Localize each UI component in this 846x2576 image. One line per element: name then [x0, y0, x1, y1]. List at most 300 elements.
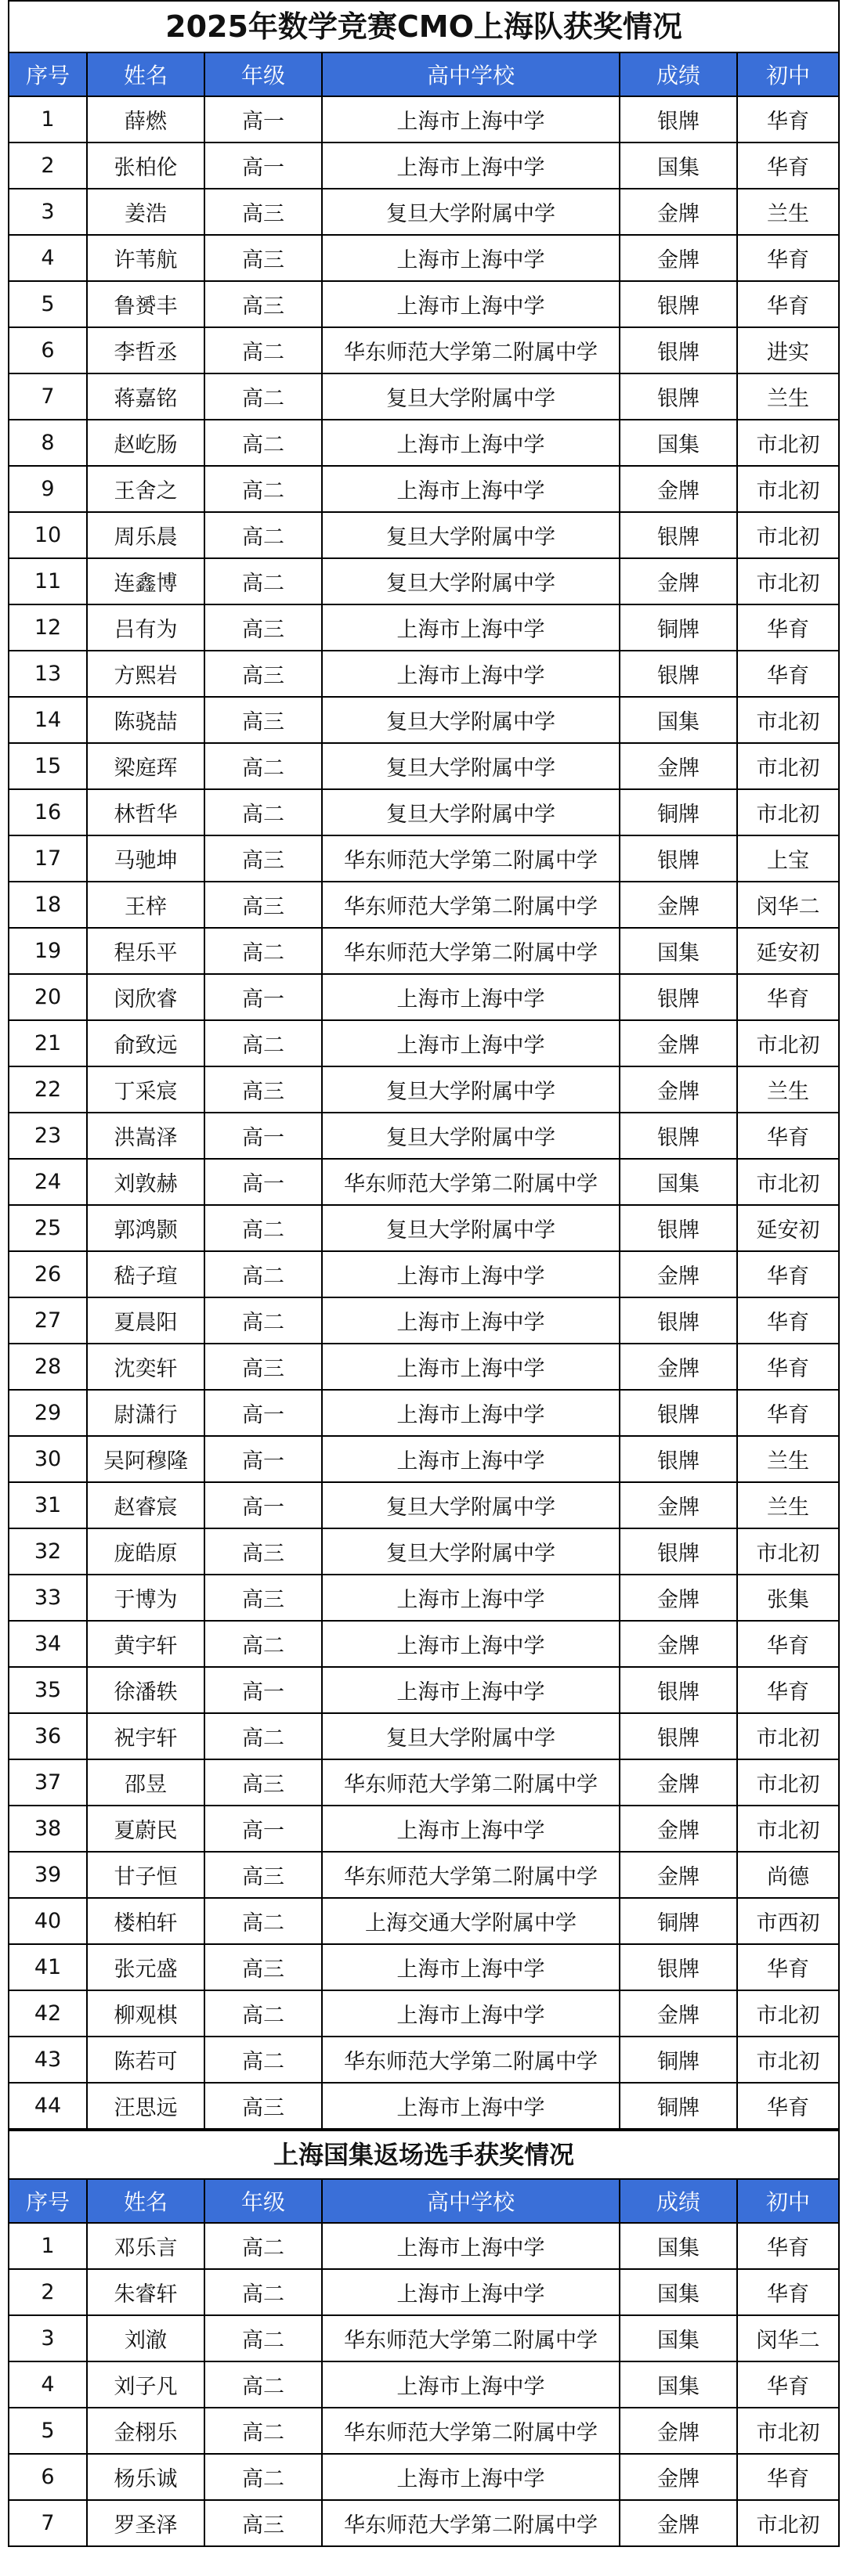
cell-index: 6: [9, 2454, 87, 2500]
cell-name: 周乐晨: [87, 512, 204, 558]
cell-index: 23: [9, 1113, 87, 1159]
table-row: [9, 1205, 839, 1251]
cell-grade: 高二: [204, 1621, 322, 1667]
cell-high-school: 上海市上海中学: [322, 1344, 620, 1390]
cell-name: 蒋嘉铭: [87, 373, 204, 420]
cell-grade: 高二: [204, 1020, 322, 1066]
table-row: [9, 1436, 839, 1482]
header-middle-school: 初中: [737, 2179, 839, 2223]
cell-grade: 高三: [204, 697, 322, 743]
cell-name: 洪嵩泽: [87, 1113, 204, 1159]
cell-grade: 高二: [204, 789, 322, 835]
table-row: [9, 2037, 839, 2083]
cell-name: 陈骁喆: [87, 697, 204, 743]
table-row: [9, 604, 839, 651]
cell-index: 16: [9, 789, 87, 835]
cell-middle-school: 华育: [737, 235, 839, 281]
table-row: [9, 1113, 839, 1159]
cell-result: 银牌: [620, 96, 737, 143]
cell-grade: 高二: [204, 2223, 322, 2269]
cell-middle-school: 华育: [737, 1944, 839, 1990]
cell-middle-school: 华育: [737, 2223, 839, 2269]
cell-high-school: 上海市上海中学: [322, 2361, 620, 2408]
cell-result: 铜牌: [620, 1898, 737, 1944]
cell-middle-school: 华育: [737, 1251, 839, 1297]
cell-high-school: 复旦大学附属中学: [322, 1528, 620, 1575]
cell-name: 王舍之: [87, 466, 204, 512]
cell-high-school: 上海市上海中学: [322, 974, 620, 1020]
cell-index: 30: [9, 1436, 87, 1482]
cell-grade: 高一: [204, 974, 322, 1020]
cell-name: 刘澈: [87, 2315, 204, 2361]
cell-name: 吕有为: [87, 604, 204, 651]
cell-grade: 高二: [204, 2408, 322, 2454]
cell-high-school: 复旦大学附属中学: [322, 1482, 620, 1528]
cell-high-school: 华东师范大学第二附属中学: [322, 2037, 620, 2083]
cell-high-school: 上海市上海中学: [322, 2454, 620, 2500]
cell-middle-school: 华育: [737, 974, 839, 1020]
cell-name: 刘敦赫: [87, 1159, 204, 1205]
cell-middle-school: 华育: [737, 604, 839, 651]
cell-grade: 高二: [204, 2037, 322, 2083]
cell-index: 22: [9, 1066, 87, 1113]
cell-grade: 高三: [204, 604, 322, 651]
cell-middle-school: 市北初: [737, 1020, 839, 1066]
table-row: [9, 1528, 839, 1575]
cell-middle-school: 兰生: [737, 1482, 839, 1528]
cell-grade: 高二: [204, 743, 322, 789]
table-row: [9, 2361, 839, 2408]
cell-middle-school: 兰生: [737, 373, 839, 420]
cell-name: 张元盛: [87, 1944, 204, 1990]
cell-high-school: 华东师范大学第二附属中学: [322, 2500, 620, 2546]
cell-result: 金牌: [620, 1575, 737, 1621]
cell-name: 柳观棋: [87, 1990, 204, 2037]
cell-name: 薛燃: [87, 96, 204, 143]
cell-grade: 高三: [204, 2083, 322, 2129]
cell-index: 37: [9, 1759, 87, 1806]
cell-index: 39: [9, 1852, 87, 1898]
cell-index: 15: [9, 743, 87, 789]
cell-index: 17: [9, 835, 87, 882]
cell-result: 银牌: [620, 1944, 737, 1990]
cell-index: 27: [9, 1297, 87, 1344]
cell-middle-school: 市北初: [737, 558, 839, 604]
cell-high-school: 上海市上海中学: [322, 2083, 620, 2129]
table-row: [9, 2315, 839, 2361]
header-result: 成绩: [620, 52, 737, 96]
cell-grade: 高三: [204, 1344, 322, 1390]
cell-name: 吴阿穆隆: [87, 1436, 204, 1482]
cell-grade: 高三: [204, 835, 322, 882]
cell-high-school: 上海市上海中学: [322, 235, 620, 281]
cell-index: 8: [9, 420, 87, 466]
cell-index: 2: [9, 2269, 87, 2315]
cell-name: 赵睿宸: [87, 1482, 204, 1528]
cell-index: 26: [9, 1251, 87, 1297]
cell-grade: 高二: [204, 2315, 322, 2361]
cell-middle-school: 市北初: [737, 1159, 839, 1205]
cell-high-school: 上海市上海中学: [322, 143, 620, 189]
cell-name: 黄宇轩: [87, 1621, 204, 1667]
cell-result: 国集: [620, 143, 737, 189]
cell-middle-school: 华育: [737, 651, 839, 697]
cell-high-school: 华东师范大学第二附属中学: [322, 1852, 620, 1898]
cell-name: 赵屹肠: [87, 420, 204, 466]
table-row: [9, 2454, 839, 2500]
cell-result: 银牌: [620, 974, 737, 1020]
cell-name: 闵欣睿: [87, 974, 204, 1020]
cell-result: 银牌: [620, 835, 737, 882]
cell-high-school: 上海市上海中学: [322, 1020, 620, 1066]
table-row: [9, 373, 839, 420]
cell-result: 金牌: [620, 1759, 737, 1806]
cell-result: 国集: [620, 420, 737, 466]
cell-grade: 高一: [204, 1390, 322, 1436]
cell-middle-school: 兰生: [737, 1436, 839, 1482]
cell-result: 国集: [620, 2361, 737, 2408]
cell-index: 29: [9, 1390, 87, 1436]
cell-middle-school: 华育: [737, 1297, 839, 1344]
cell-grade: 高二: [204, 2454, 322, 2500]
section-title: 上海国集返场选手获奖情况: [9, 2130, 839, 2179]
cell-grade: 高二: [204, 373, 322, 420]
cell-name: 王梓: [87, 882, 204, 928]
cell-grade: 高一: [204, 1113, 322, 1159]
cell-grade: 高一: [204, 143, 322, 189]
cell-name: 祝宇轩: [87, 1713, 204, 1759]
cell-high-school: 复旦大学附属中学: [322, 743, 620, 789]
cell-index: 33: [9, 1575, 87, 1621]
national-team-body: [9, 2223, 839, 2546]
table-row: [9, 1482, 839, 1528]
cell-grade: 高一: [204, 1436, 322, 1482]
table-row: [9, 2500, 839, 2546]
cell-middle-school: 市北初: [737, 1759, 839, 1806]
table-row: [9, 189, 839, 235]
cell-high-school: 复旦大学附属中学: [322, 512, 620, 558]
cell-result: 金牌: [620, 1482, 737, 1528]
cell-name: 杨乐诚: [87, 2454, 204, 2500]
cell-grade: 高三: [204, 651, 322, 697]
cell-result: 国集: [620, 2269, 737, 2315]
cell-name: 林哲华: [87, 789, 204, 835]
cell-index: 6: [9, 327, 87, 373]
header-result: 成绩: [620, 2179, 737, 2223]
cell-index: 10: [9, 512, 87, 558]
cell-grade: 高二: [204, 558, 322, 604]
table-row: [9, 743, 839, 789]
cell-grade: 高二: [204, 512, 322, 558]
national-team-table: [8, 2130, 840, 2547]
cell-middle-school: 华育: [737, 2083, 839, 2129]
cell-high-school: 上海市上海中学: [322, 1436, 620, 1482]
cell-result: 金牌: [620, 1020, 737, 1066]
cell-index: 32: [9, 1528, 87, 1575]
cell-index: 4: [9, 235, 87, 281]
cell-result: 银牌: [620, 1667, 737, 1713]
cell-result: 银牌: [620, 1113, 737, 1159]
cell-name: 刘子凡: [87, 2361, 204, 2408]
cell-index: 43: [9, 2037, 87, 2083]
cell-name: 沈奕轩: [87, 1344, 204, 1390]
cell-grade: 高一: [204, 1159, 322, 1205]
table-row: [9, 1390, 839, 1436]
cell-high-school: 华东师范大学第二附属中学: [322, 327, 620, 373]
cell-grade: 高二: [204, 466, 322, 512]
cell-name: 朱睿轩: [87, 2269, 204, 2315]
cell-result: 金牌: [620, 1990, 737, 2037]
header-grade: 年级: [204, 52, 322, 96]
cell-high-school: 上海市上海中学: [322, 1621, 620, 1667]
table-row: [9, 1898, 839, 1944]
cell-name: 甘子恒: [87, 1852, 204, 1898]
cell-result: 银牌: [620, 651, 737, 697]
cell-grade: 高二: [204, 1898, 322, 1944]
table-row: [9, 1667, 839, 1713]
table-row: [9, 651, 839, 697]
cell-result: 金牌: [620, 882, 737, 928]
cell-high-school: 上海市上海中学: [322, 1297, 620, 1344]
cell-high-school: 复旦大学附属中学: [322, 697, 620, 743]
table-row: [9, 1020, 839, 1066]
cell-result: 铜牌: [620, 604, 737, 651]
cell-index: 42: [9, 1990, 87, 2037]
cell-name: 夏晨阳: [87, 1297, 204, 1344]
table-row: [9, 1944, 839, 1990]
cell-middle-school: 市北初: [737, 743, 839, 789]
cell-high-school: 华东师范大学第二附属中学: [322, 882, 620, 928]
cell-grade: 高三: [204, 281, 322, 327]
cell-name: 庞皓原: [87, 1528, 204, 1575]
cell-result: 国集: [620, 2315, 737, 2361]
cell-grade: 高一: [204, 1806, 322, 1852]
cell-middle-school: 市北初: [737, 1806, 839, 1852]
cell-index: 4: [9, 2361, 87, 2408]
cell-middle-school: 兰生: [737, 1066, 839, 1113]
cell-result: 金牌: [620, 1251, 737, 1297]
cell-name: 徐潘轶: [87, 1667, 204, 1713]
cell-name: 马驰坤: [87, 835, 204, 882]
cell-index: 14: [9, 697, 87, 743]
cell-high-school: 复旦大学附属中学: [322, 373, 620, 420]
cell-index: 40: [9, 1898, 87, 1944]
cell-result: 铜牌: [620, 789, 737, 835]
header-middle-school: 初中: [737, 52, 839, 96]
cell-result: 金牌: [620, 1806, 737, 1852]
cell-middle-school: 市北初: [737, 2500, 839, 2546]
cell-high-school: 复旦大学附属中学: [322, 1113, 620, 1159]
cell-grade: 高一: [204, 1482, 322, 1528]
table-row: [9, 928, 839, 974]
cell-grade: 高二: [204, 928, 322, 974]
cell-high-school: 华东师范大学第二附属中学: [322, 2315, 620, 2361]
table-row: [9, 882, 839, 928]
table-row: [9, 789, 839, 835]
cell-middle-school: 华育: [737, 2269, 839, 2315]
cell-high-school: 复旦大学附属中学: [322, 189, 620, 235]
cell-result: 银牌: [620, 281, 737, 327]
cell-index: 7: [9, 2500, 87, 2546]
table-row: [9, 1575, 839, 1621]
cell-result: 银牌: [620, 1713, 737, 1759]
cell-name: 尉潇行: [87, 1390, 204, 1436]
cell-name: 罗圣泽: [87, 2500, 204, 2546]
cell-result: 银牌: [620, 1528, 737, 1575]
cell-index: 12: [9, 604, 87, 651]
cell-index: 2: [9, 143, 87, 189]
cell-name: 夏蔚民: [87, 1806, 204, 1852]
cell-middle-school: 张集: [737, 1575, 839, 1621]
table-row: [9, 466, 839, 512]
cell-high-school: 华东师范大学第二附属中学: [322, 1159, 620, 1205]
cell-middle-school: 华育: [737, 2361, 839, 2408]
cell-middle-school: 上宝: [737, 835, 839, 882]
table-row: [9, 1344, 839, 1390]
cell-index: 41: [9, 1944, 87, 1990]
cell-name: 许苇航: [87, 235, 204, 281]
table-row: [9, 1759, 839, 1806]
table-row: [9, 281, 839, 327]
cell-name: 梁庭珲: [87, 743, 204, 789]
cell-grade: 高三: [204, 235, 322, 281]
table-row: [9, 1806, 839, 1852]
table-row: [9, 143, 839, 189]
cell-index: 5: [9, 281, 87, 327]
cell-middle-school: 兰生: [737, 189, 839, 235]
cell-grade: 高二: [204, 1713, 322, 1759]
cell-name: 郭鸿颢: [87, 1205, 204, 1251]
cell-index: 24: [9, 1159, 87, 1205]
cell-name: 程乐平: [87, 928, 204, 974]
header-high-school: 高中学校: [322, 2179, 620, 2223]
header-index: 序号: [9, 52, 87, 96]
cell-name: 金栩乐: [87, 2408, 204, 2454]
cell-result: 银牌: [620, 1390, 737, 1436]
cell-high-school: 华东师范大学第二附属中学: [322, 928, 620, 974]
cell-middle-school: 市西初: [737, 1898, 839, 1944]
cell-index: 3: [9, 189, 87, 235]
header-name: 姓名: [87, 52, 204, 96]
cell-result: 铜牌: [620, 2037, 737, 2083]
table-row: [9, 2083, 839, 2129]
cell-result: 金牌: [620, 1066, 737, 1113]
cell-result: 国集: [620, 697, 737, 743]
cell-high-school: 上海市上海中学: [322, 1251, 620, 1297]
cell-index: 13: [9, 651, 87, 697]
header-grade: 年级: [204, 2179, 322, 2223]
cell-result: 金牌: [620, 235, 737, 281]
cell-result: 金牌: [620, 1344, 737, 1390]
cell-name: 姜浩: [87, 189, 204, 235]
cell-index: 34: [9, 1621, 87, 1667]
cell-result: 金牌: [620, 2500, 737, 2546]
cell-middle-school: 市北初: [737, 789, 839, 835]
cell-high-school: 上海市上海中学: [322, 604, 620, 651]
table-row: [9, 1621, 839, 1667]
cell-high-school: 上海交通大学附属中学: [322, 1898, 620, 1944]
cell-index: 36: [9, 1713, 87, 1759]
cell-middle-school: 华育: [737, 2454, 839, 2500]
cell-index: 7: [9, 373, 87, 420]
cell-middle-school: 市北初: [737, 466, 839, 512]
cell-middle-school: 市北初: [737, 2408, 839, 2454]
table-header-row: [9, 52, 839, 96]
table-row: [9, 1159, 839, 1205]
cell-high-school: 上海市上海中学: [322, 1390, 620, 1436]
cell-index: 18: [9, 882, 87, 928]
cell-index: 20: [9, 974, 87, 1020]
header-high-school: 高中学校: [322, 52, 620, 96]
cell-middle-school: 华育: [737, 281, 839, 327]
cell-index: 25: [9, 1205, 87, 1251]
cell-index: 19: [9, 928, 87, 974]
table-row: [9, 2269, 839, 2315]
cell-middle-school: 市北初: [737, 420, 839, 466]
cell-high-school: 上海市上海中学: [322, 1944, 620, 1990]
cell-grade: 高三: [204, 1528, 322, 1575]
cell-high-school: 上海市上海中学: [322, 420, 620, 466]
cell-name: 张柏伦: [87, 143, 204, 189]
cell-high-school: 上海市上海中学: [322, 651, 620, 697]
cell-name: 陈若可: [87, 2037, 204, 2083]
cell-name: 汪思远: [87, 2083, 204, 2129]
cell-index: 1: [9, 96, 87, 143]
cell-index: 1: [9, 2223, 87, 2269]
cell-name: 邵昱: [87, 1759, 204, 1806]
table-row: [9, 1066, 839, 1113]
cell-high-school: 上海市上海中学: [322, 281, 620, 327]
cell-grade: 高二: [204, 420, 322, 466]
cell-high-school: 复旦大学附属中学: [322, 1066, 620, 1113]
cell-name: 鲁赟丰: [87, 281, 204, 327]
cell-middle-school: 市北初: [737, 1713, 839, 1759]
cell-grade: 高二: [204, 1251, 322, 1297]
cell-index: 35: [9, 1667, 87, 1713]
cell-middle-school: 闵华二: [737, 2315, 839, 2361]
cell-high-school: 华东师范大学第二附属中学: [322, 835, 620, 882]
cell-grade: 高三: [204, 1066, 322, 1113]
table-row: [9, 697, 839, 743]
cell-middle-school: 华育: [737, 96, 839, 143]
cell-grade: 高三: [204, 1759, 322, 1806]
cell-index: 28: [9, 1344, 87, 1390]
cell-index: 31: [9, 1482, 87, 1528]
table-row: [9, 974, 839, 1020]
cell-result: 金牌: [620, 466, 737, 512]
cell-high-school: 上海市上海中学: [322, 96, 620, 143]
cell-index: 5: [9, 2408, 87, 2454]
cell-middle-school: 华育: [737, 1390, 839, 1436]
cell-name: 方熙岩: [87, 651, 204, 697]
cell-result: 金牌: [620, 189, 737, 235]
cell-result: 银牌: [620, 373, 737, 420]
cell-middle-school: 市北初: [737, 512, 839, 558]
cell-result: 银牌: [620, 1297, 737, 1344]
table-row: [9, 2408, 839, 2454]
header-name: 姓名: [87, 2179, 204, 2223]
cell-middle-school: 市北初: [737, 1990, 839, 2037]
cell-middle-school: 市北初: [737, 697, 839, 743]
table-row: [9, 835, 839, 882]
table-row: [9, 235, 839, 281]
table-row: [9, 512, 839, 558]
table-row: [9, 558, 839, 604]
cell-middle-school: 市北初: [737, 2037, 839, 2083]
cell-name: 嵇子瑄: [87, 1251, 204, 1297]
cell-grade: 高一: [204, 96, 322, 143]
cell-result: 银牌: [620, 512, 737, 558]
